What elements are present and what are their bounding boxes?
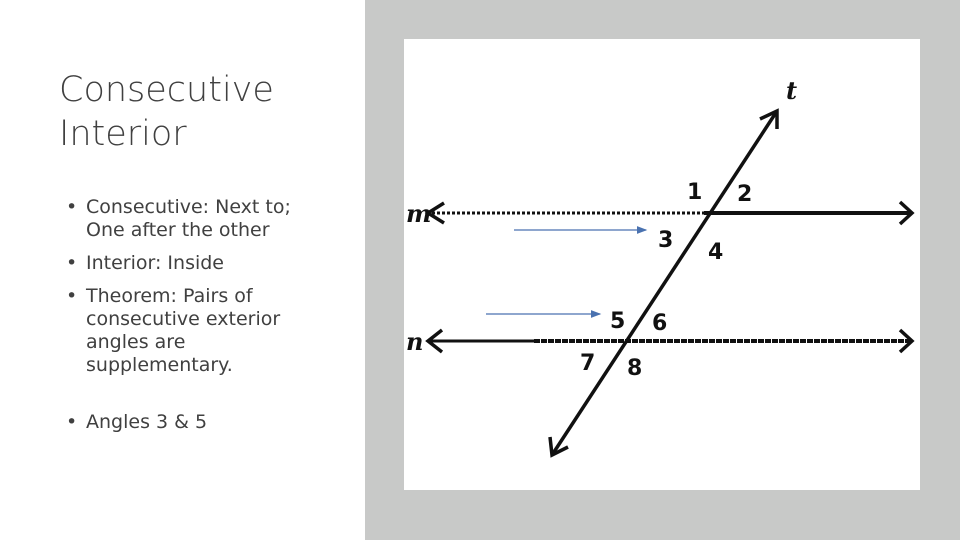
diagram-svg <box>404 39 920 490</box>
angle-label-2: 2 <box>737 182 753 207</box>
bullet-theorem <box>66 285 356 377</box>
bullet-text: • Theorem: Pairs of <box>86 285 253 307</box>
line-m <box>428 202 912 224</box>
transversal-diagram <box>404 39 920 490</box>
angle-label-4: 4 <box>708 240 724 265</box>
bullet-interior <box>66 252 356 275</box>
bullet-text: One after the other <box>86 219 270 241</box>
bullet-text: angles are <box>86 331 186 353</box>
label-m: m <box>406 199 432 228</box>
bullet-text: • Consecutive: Next to; <box>86 196 291 218</box>
angle-label-8: 8 <box>627 356 643 381</box>
angle-label-5: 5 <box>610 309 626 334</box>
angle-label-3: 3 <box>658 228 674 253</box>
title-line-2: Interior <box>59 114 187 154</box>
bullet-consecutive <box>66 196 356 242</box>
angle-label-7: 7 <box>580 351 596 376</box>
angle-label-6: 6 <box>652 311 668 336</box>
bullet-text: supplementary. <box>86 354 233 376</box>
line-n <box>428 330 912 352</box>
bullet-text: • Angles 3 & 5 <box>86 411 208 433</box>
label-n: n <box>406 327 424 356</box>
bullet-list <box>66 196 356 444</box>
bullet-angles <box>66 411 356 434</box>
slide-title <box>59 68 349 156</box>
label-t: t <box>786 76 798 105</box>
line-t <box>550 111 777 455</box>
title-line-1: Consecutive <box>59 70 274 110</box>
bullet-text: consecutive exterior <box>86 308 281 330</box>
bullet-text: • Interior: Inside <box>86 252 224 274</box>
angle-label-1: 1 <box>687 180 703 205</box>
